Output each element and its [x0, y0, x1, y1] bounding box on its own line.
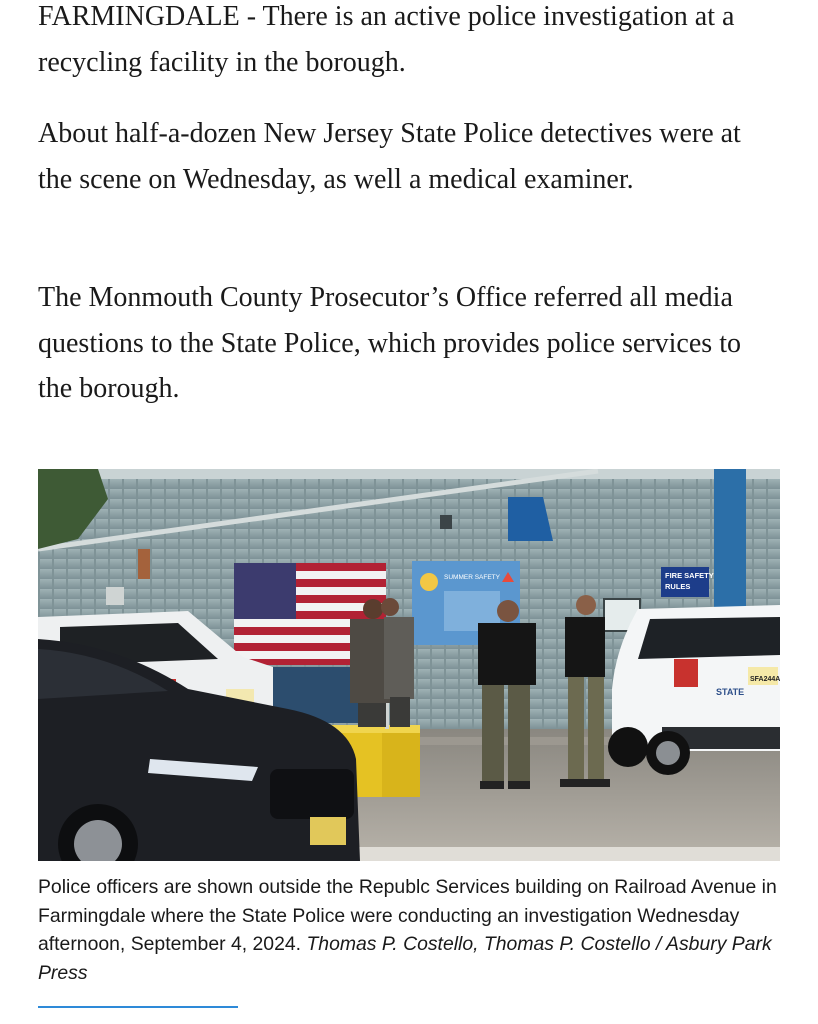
photo-credit: Thomas P. Costello, Thomas P. Costello / Asbury Park Press	[38, 933, 772, 984]
article-paragraph: About half-a-dozen New Jersey State Police detectives were at the scene on Wednesday, as well a medical examiner.	[38, 118, 741, 195]
fire-safety-sign	[661, 567, 714, 597]
suv-plate: SFA244A	[750, 676, 780, 683]
state-police-suv	[608, 605, 780, 775]
article-paragraph: FARMINGDALE - There is an active police investigation at a recycling facility in the borough.	[38, 1, 735, 78]
section-divider	[38, 1006, 238, 1008]
caption-text: Police officers are shown outside the Republc Services building on Railroad Avenue in Farmingdale where the State Police were conducting an investigation Wednesday afternoon, September 4, 2024.	[38, 876, 777, 956]
article-photo[interactable]	[38, 469, 780, 861]
suv-label: STATE	[716, 687, 745, 697]
poster-title: SUMMER SAFETY	[444, 574, 500, 581]
fire-sign-line1: FIRE SAFETY	[665, 571, 714, 580]
photo-caption	[38, 873, 788, 987]
article-paragraph: The Monmouth County Prosecutor’s Office referred all media questions to the State Police, which provides police services to the borough.	[38, 282, 741, 404]
fire-sign-line2: RULES	[665, 582, 691, 591]
